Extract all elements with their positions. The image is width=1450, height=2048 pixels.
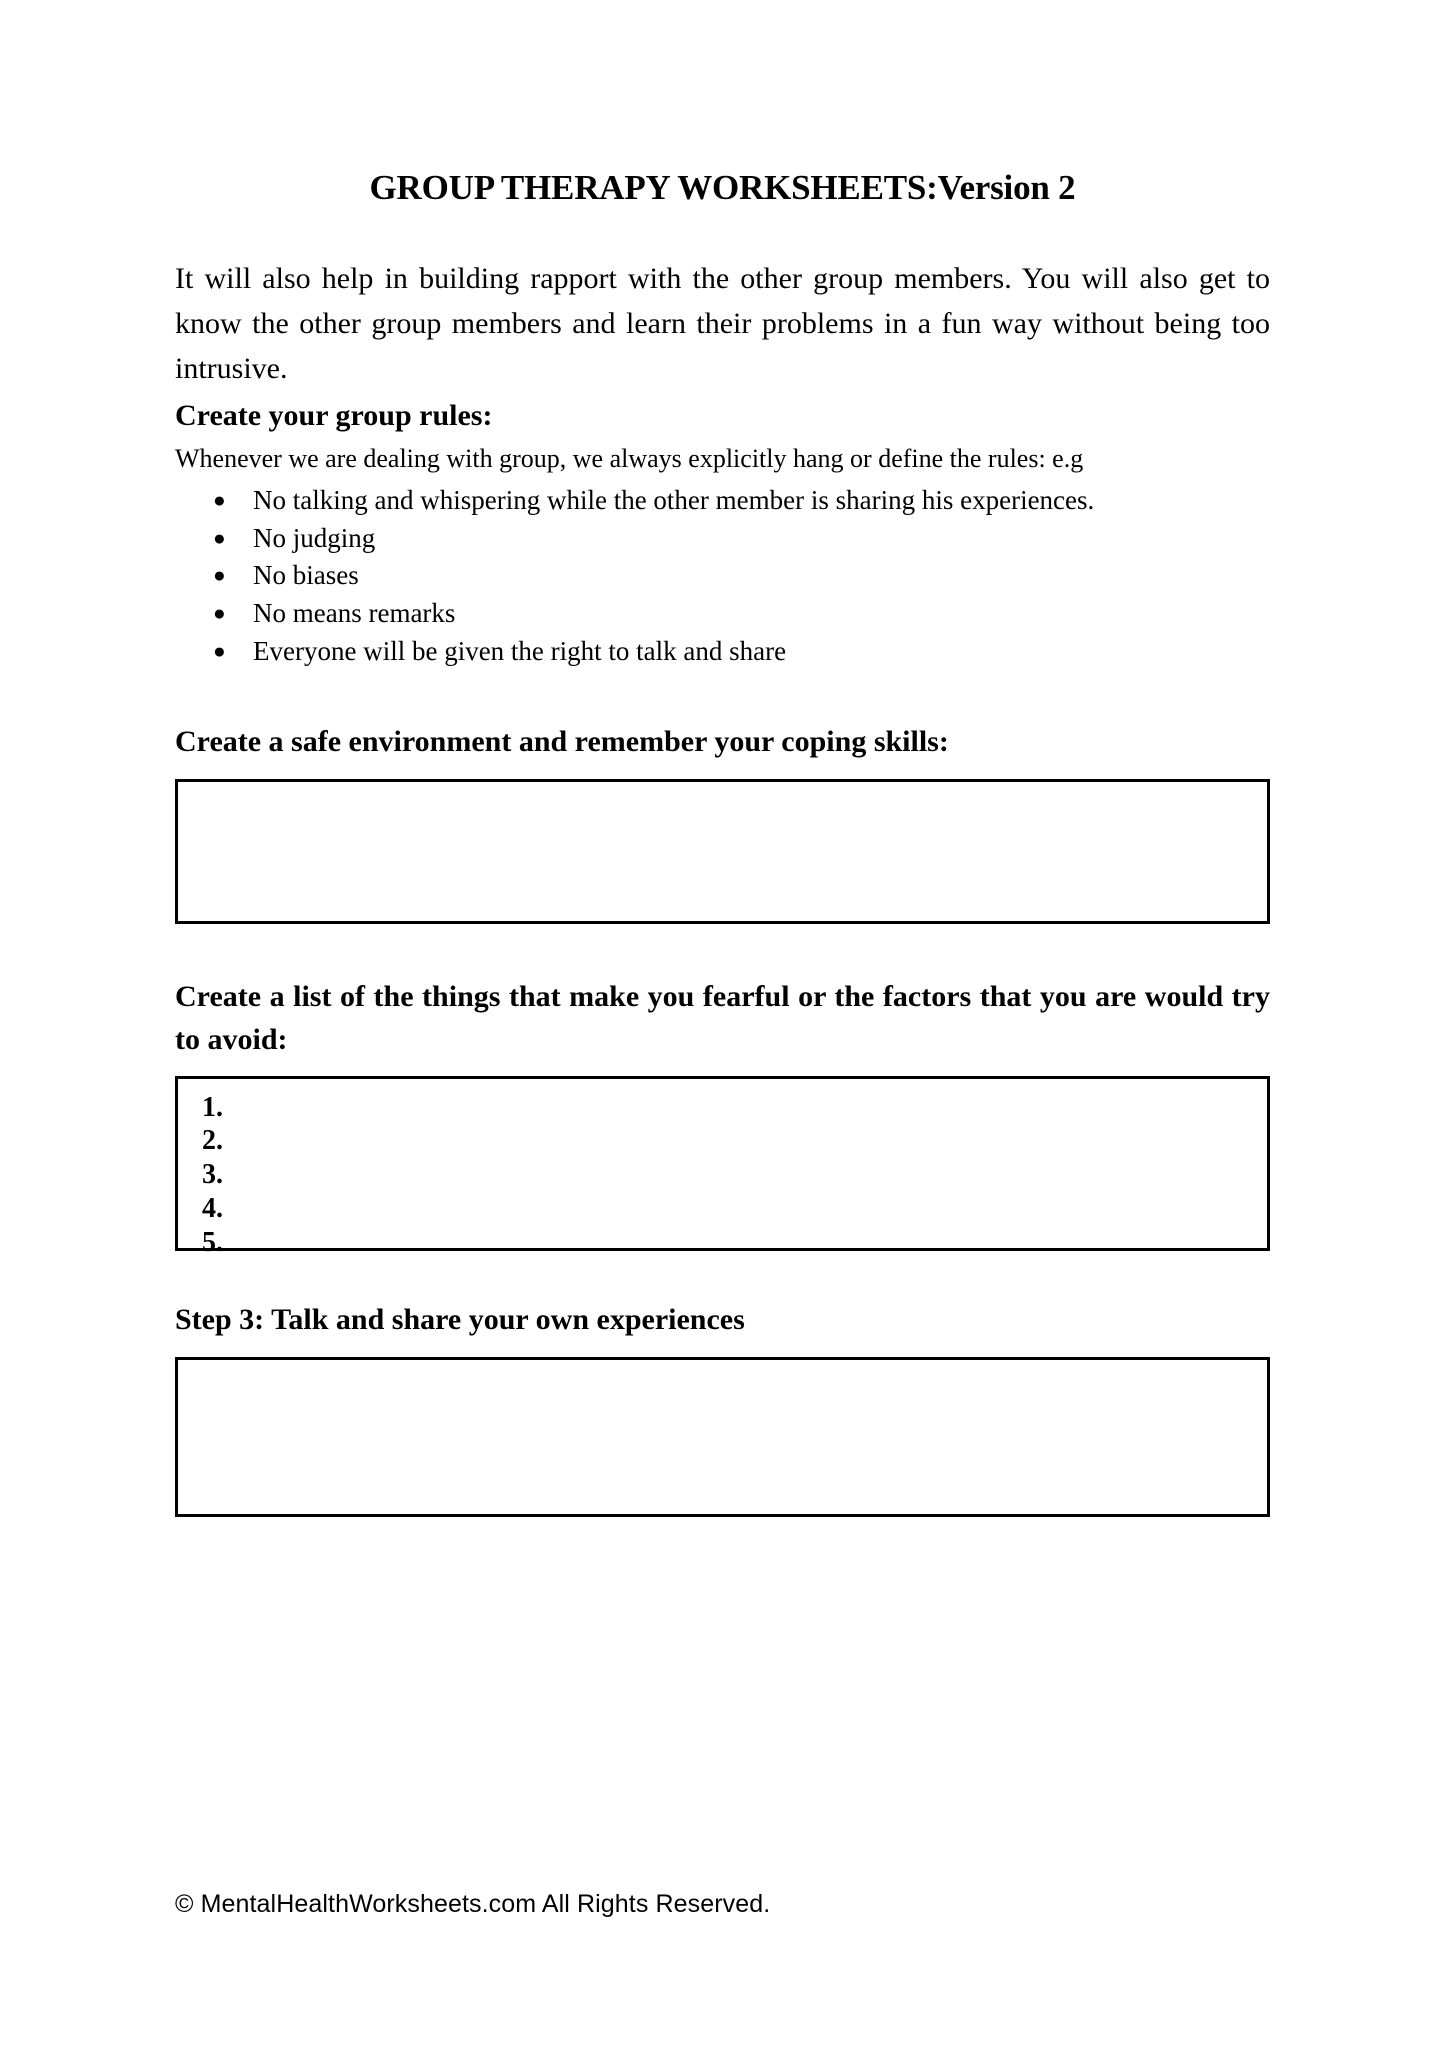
page-title: GROUP THERAPY WORKSHEETS:Version 2 (369, 168, 1076, 207)
list-item-label: No biases (253, 560, 359, 591)
list-item-label: No means remarks (253, 598, 456, 629)
list-item (175, 520, 1270, 558)
page-content (175, 0, 1270, 1517)
list-item (175, 482, 1270, 520)
bullet-icon: ● (213, 487, 226, 512)
list-item[interactable]: 1. (202, 1091, 223, 1123)
bullet-icon: ● (213, 638, 226, 663)
group-rules-lead-in: Whenever we are dealing with group, we always explicitly hang or define the rules: e.g (175, 443, 1084, 473)
list-item[interactable]: 3. (202, 1159, 223, 1191)
intro-paragraph: It will also help in building rapport with the other group members. You will also get to know the other group members and learn their problems in a fun way without being too intrusive. (175, 262, 1270, 386)
fear-factors-answer-box[interactable] (175, 1076, 1270, 1258)
group-rules-heading: Create your group rules: (175, 399, 493, 433)
list-item[interactable]: 5. (202, 1227, 223, 1258)
step-3-answer-box[interactable] (175, 1357, 1270, 1517)
list-item-label: No talking and whispering while the other member is sharing his experiences. (253, 484, 1095, 515)
bullet-icon: ● (213, 563, 226, 588)
safe-environment-heading: Create a safe environment and remember your coping skills: (175, 724, 949, 758)
list-item[interactable]: 4. (202, 1193, 223, 1225)
list-item (175, 633, 1270, 671)
fear-factors-heading: Create a list of the things that make you fearful or the factors that you are would try to avoid: (175, 980, 1270, 1056)
list-item (175, 557, 1270, 595)
footer-copyright: © MentalHealthWorksheets.com All Rights Reserved. (175, 1890, 771, 1918)
safe-environment-answer-box[interactable] (175, 779, 1270, 924)
list-item-label: Everyone will be given the right to talk and share (253, 635, 787, 666)
list-item (175, 595, 1270, 633)
fear-factors-numbered-list (178, 1079, 1267, 1260)
bullet-icon: ● (213, 525, 226, 550)
step-3-heading: Step 3: Talk and share your own experiences (175, 1302, 745, 1336)
bullet-icon: ● (213, 601, 226, 626)
group-rules-list (175, 476, 1270, 671)
list-item[interactable]: 2. (202, 1125, 223, 1157)
list-item-label: No judging (253, 522, 376, 553)
